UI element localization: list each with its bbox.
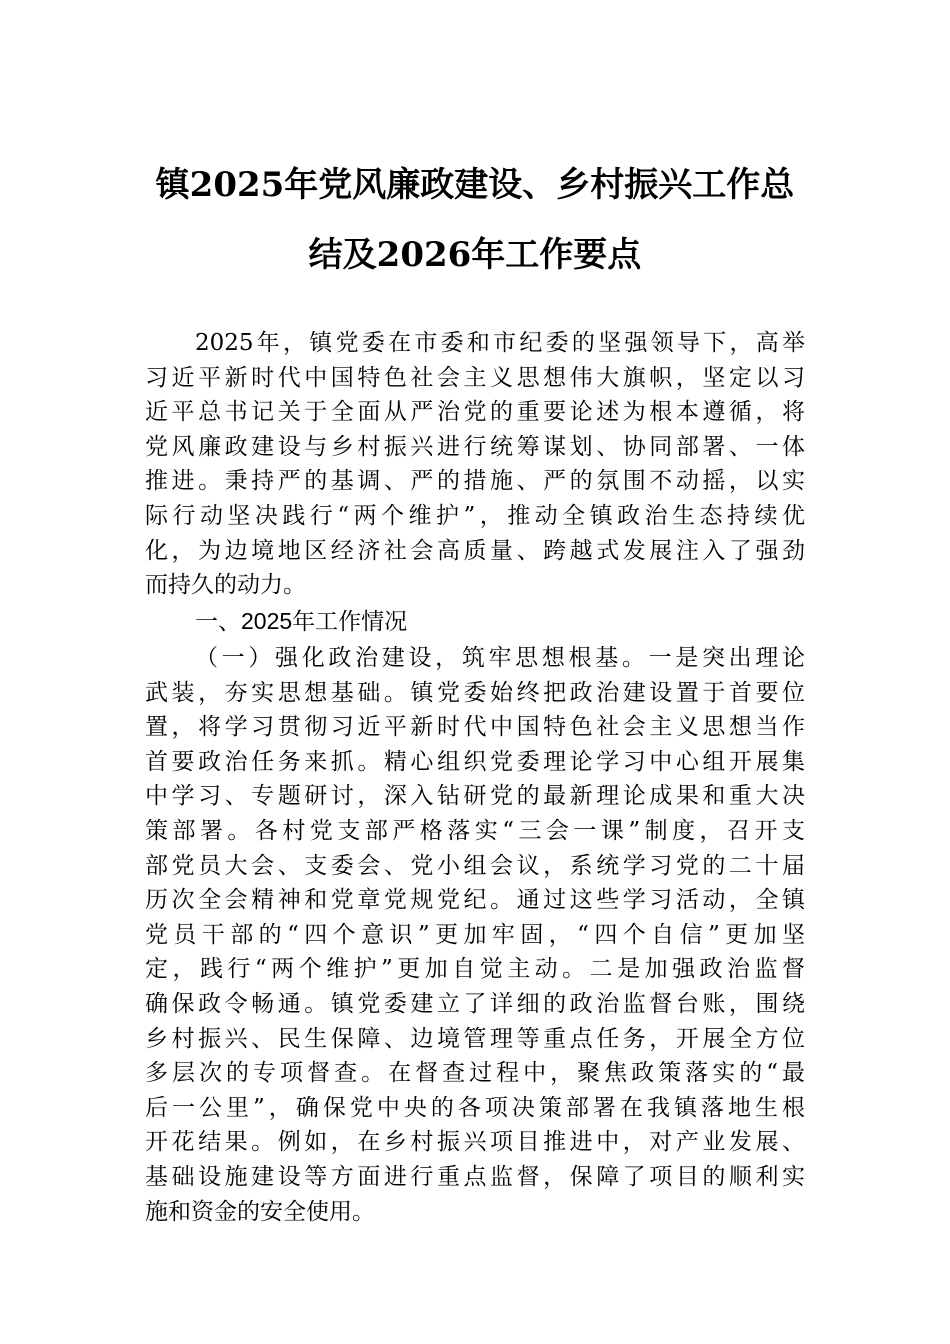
paragraph-line: 首要政治任务来抓。精心组织党委理论学习中心组开展集 [145,748,805,775]
intro-paragraph [145,326,805,603]
document-title-line-1: 镇2025年党风廉政建设、乡村振兴工作总 [155,165,795,205]
paragraph-line: 基础设施建设等方面进行重点监督，保障了项目的顺利实 [145,1163,805,1190]
paragraph-line: 历次全会精神和党章党规党纪。通过这些学习活动，全镇 [145,887,805,914]
paragraph-line: 武装，夯实思想基础。镇党委始终把政治建设置于首要位 [145,679,805,706]
paragraph-line: 开花结果。例如，在乡村振兴项目推进中，对产业发展、 [145,1129,805,1156]
paragraph-line: 施和资金的安全使用。 [145,1198,375,1225]
paragraph-line: 党员干部的“四个意识”更加牢固，“四个自信”更加坚 [145,921,805,948]
paragraph-line: 策部署。各村党支部严格落实“三会一课”制度，召开支 [145,817,805,844]
paragraph-line: 而持久的动力。 [145,572,306,599]
paragraph-line: 置，将学习贯彻习近平新时代中国特色社会主义思想当作 [145,714,805,741]
section-heading: 一、2025年工作情况 [195,608,408,634]
paragraph-line: 确保政令畅通。镇党委建立了详细的政治监督台账，围绕 [145,990,805,1017]
section-paragraph [145,641,805,1229]
paragraph-line: 党风廉政建设与乡村振兴进行统筹谋划、协同部署、一体 [145,433,805,460]
paragraph-line: 化，为边境地区经济社会高质量、跨越式发展注入了强劲 [145,537,805,564]
paragraph-line: 际行动坚决践行“两个维护”，推动全镇政治生态持续优 [145,502,805,529]
paragraph-line: 定，践行“两个维护”更加自觉主动。二是加强政治监督 [145,956,805,983]
paragraph-line: 乡村振兴、民生保障、边境管理等重点任务，开展全方位 [145,1025,805,1052]
paragraph-line: 多层次的专项督查。在督查过程中，聚焦政策落实的“最 [145,1060,805,1087]
paragraph-line: 中学习、专题研讨，深入钻研党的最新理论成果和重大决 [145,783,805,810]
paragraph-line: 推进。秉持严的基调、严的措施、严的氛围不动摇，以实 [145,468,805,495]
paragraph-line: 2025年，镇党委在市委和市纪委的坚强领导下，高举 [195,330,805,356]
paragraph-line: 习近平新时代中国特色社会主义思想伟大旗帜，坚定以习 [145,364,805,391]
document-title-line-2: 结及2026年工作要点 [308,235,642,275]
paragraph-line: （一）强化政治建设，筑牢思想根基。一是突出理论 [195,645,805,671]
paragraph-line: 近平总书记关于全面从严治党的重要论述为根本遵循，将 [145,399,805,426]
paragraph-line: 部党员大会、支委会、党小组会议，系统学习党的二十届 [145,852,805,879]
paragraph-line: 后一公里”，确保党中央的各项决策部署在我镇落地生根 [145,1094,805,1121]
